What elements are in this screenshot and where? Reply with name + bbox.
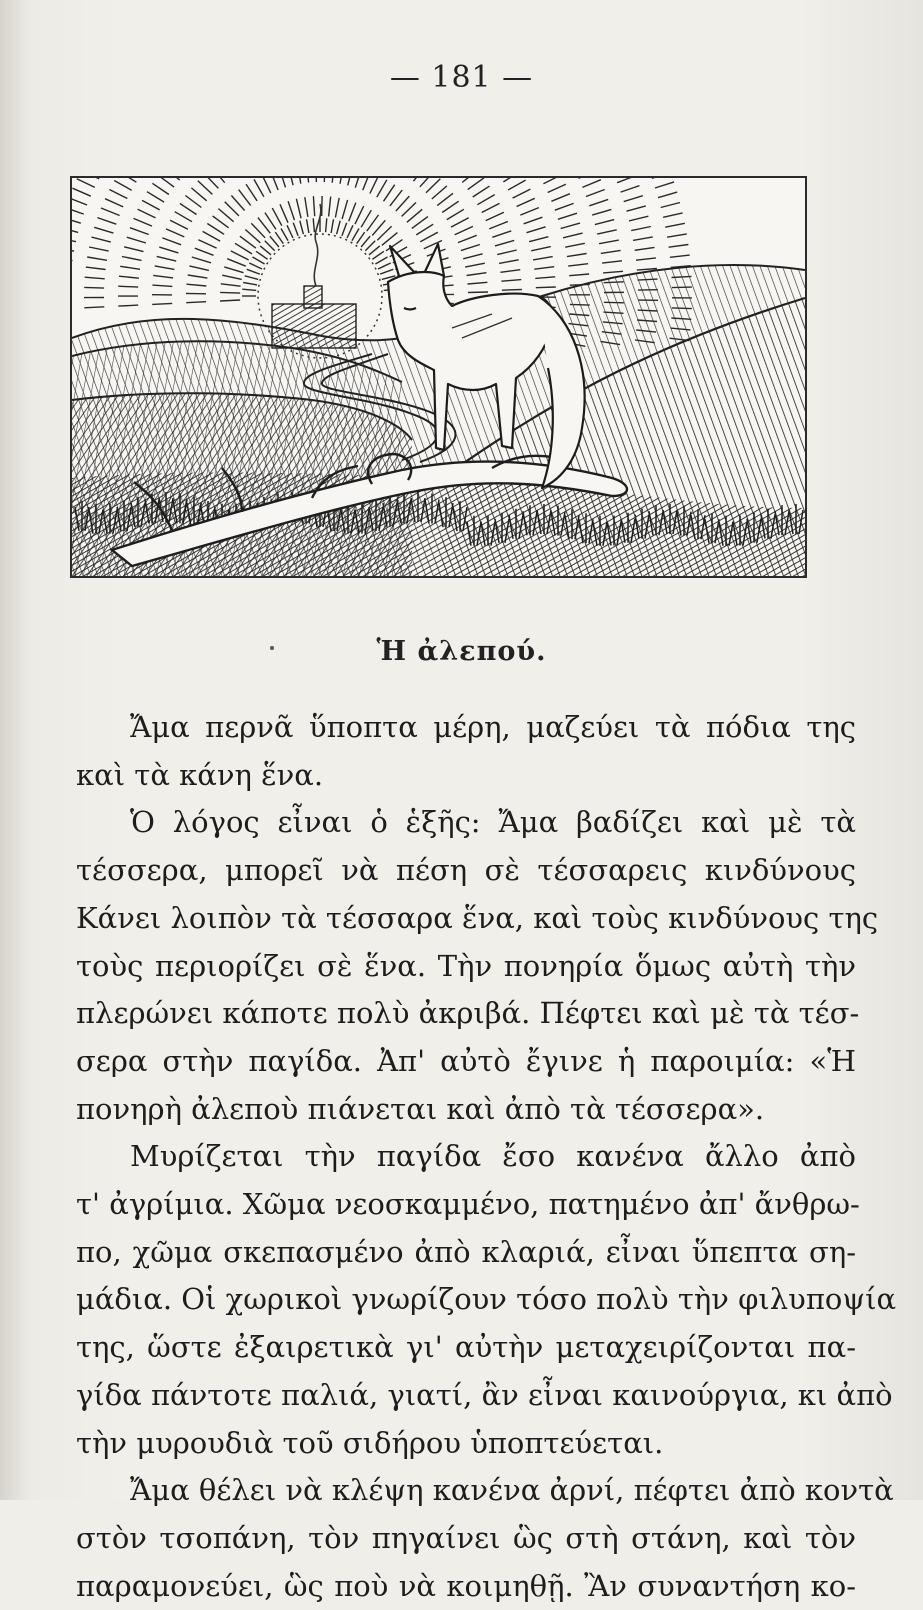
text-line: καὶ τὰ κάνη ἕνα. <box>76 752 856 800</box>
show-through-text <box>70 135 79 165</box>
text-line: μάδια. Οἱ χωρικοὶ γνωρίζουν τόσο πολὺ τὴν φιλυποψία <box>76 1276 856 1324</box>
text-line: τέσσερα, μπορεῖ νὰ πέση σὲ τέσσαρεις κινδύνους <box>76 847 856 895</box>
text-line: Κάνει λοιπὸν τὰ τέσσαρα ἕνα, καὶ τοὺς κινδύνους της <box>76 895 856 943</box>
text-line: στὸν τσοπάνη, τὸν πηγαίνει ὣς στὴ στάνη, καὶ τὸν <box>76 1515 856 1563</box>
text-line: γίδα πάντοτε παλιά, γιατί, ἂν εἶναι καινούργια, κι ἀπὸ <box>76 1372 856 1420</box>
text-line: πο, χῶμα σκεπασμένο ἀπὸ κλαριά, εἶναι ὕπεπτα ση- <box>76 1229 856 1277</box>
text-line: σερα στὴν παγίδα. Ἀπ' αὐτὸ ἔγινε ἡ παροιμία: «Ἡ <box>76 1038 856 1086</box>
text-line: πονηρὴ ἀλεποὺ πιάνεται καὶ ἀπὸ τὰ τέσσερα». <box>76 1086 856 1134</box>
text-line: τ' ἀγρίμια. Χῶμα νεοσκαμμένο, πατημένο ἀπ' ἄνθρω- <box>76 1181 856 1229</box>
page-number: — 181 — <box>0 60 923 95</box>
text-line: Ἄμα περνᾶ ὕποπτα μέρη, μαζεύει τὰ πόδια της <box>76 704 856 752</box>
text-line: παραμονεύει, ὣς ποὺ νὰ κοιμηθῇ. Ἂν συναντήση κο- <box>76 1563 856 1610</box>
text-line: της, ὥστε ἐξαιρετικὰ γι' αὐτὴν μεταχειρίζονται πα- <box>76 1324 856 1372</box>
body-text <box>76 704 856 1610</box>
text-line: Ὁ λόγος εἶναι ὁ ἑξῆς: Ἄμα βαδίζει καὶ μὲ τὰ <box>76 799 856 847</box>
text-line: τὴν μυρουδιὰ τοῦ σιδήρου ὑποπτεύεται. <box>76 1420 856 1468</box>
text-line: Μυρίζεται τὴν παγίδα ἔσο κανένα ἄλλο ἀπὸ <box>76 1133 856 1181</box>
text-line: τοὺς περιορίζει σὲ ἕνα. Τὴν πονηρία ὅμως αὐτὴ τὴν <box>76 943 856 991</box>
figure-caption: Ἡ ἀλεπού. <box>0 636 923 667</box>
text-line: πλερώνει κάποτε πολὺ ἀκριβά. Πέφτει καὶ μὲ τὰ τέσ- <box>76 990 856 1038</box>
fox-illustration <box>70 176 807 578</box>
text-line: Ἄμα θέλει νὰ κλέψη κανένα ἀρνί, πέφτει ἀπὸ κοντὰ <box>76 1467 856 1515</box>
